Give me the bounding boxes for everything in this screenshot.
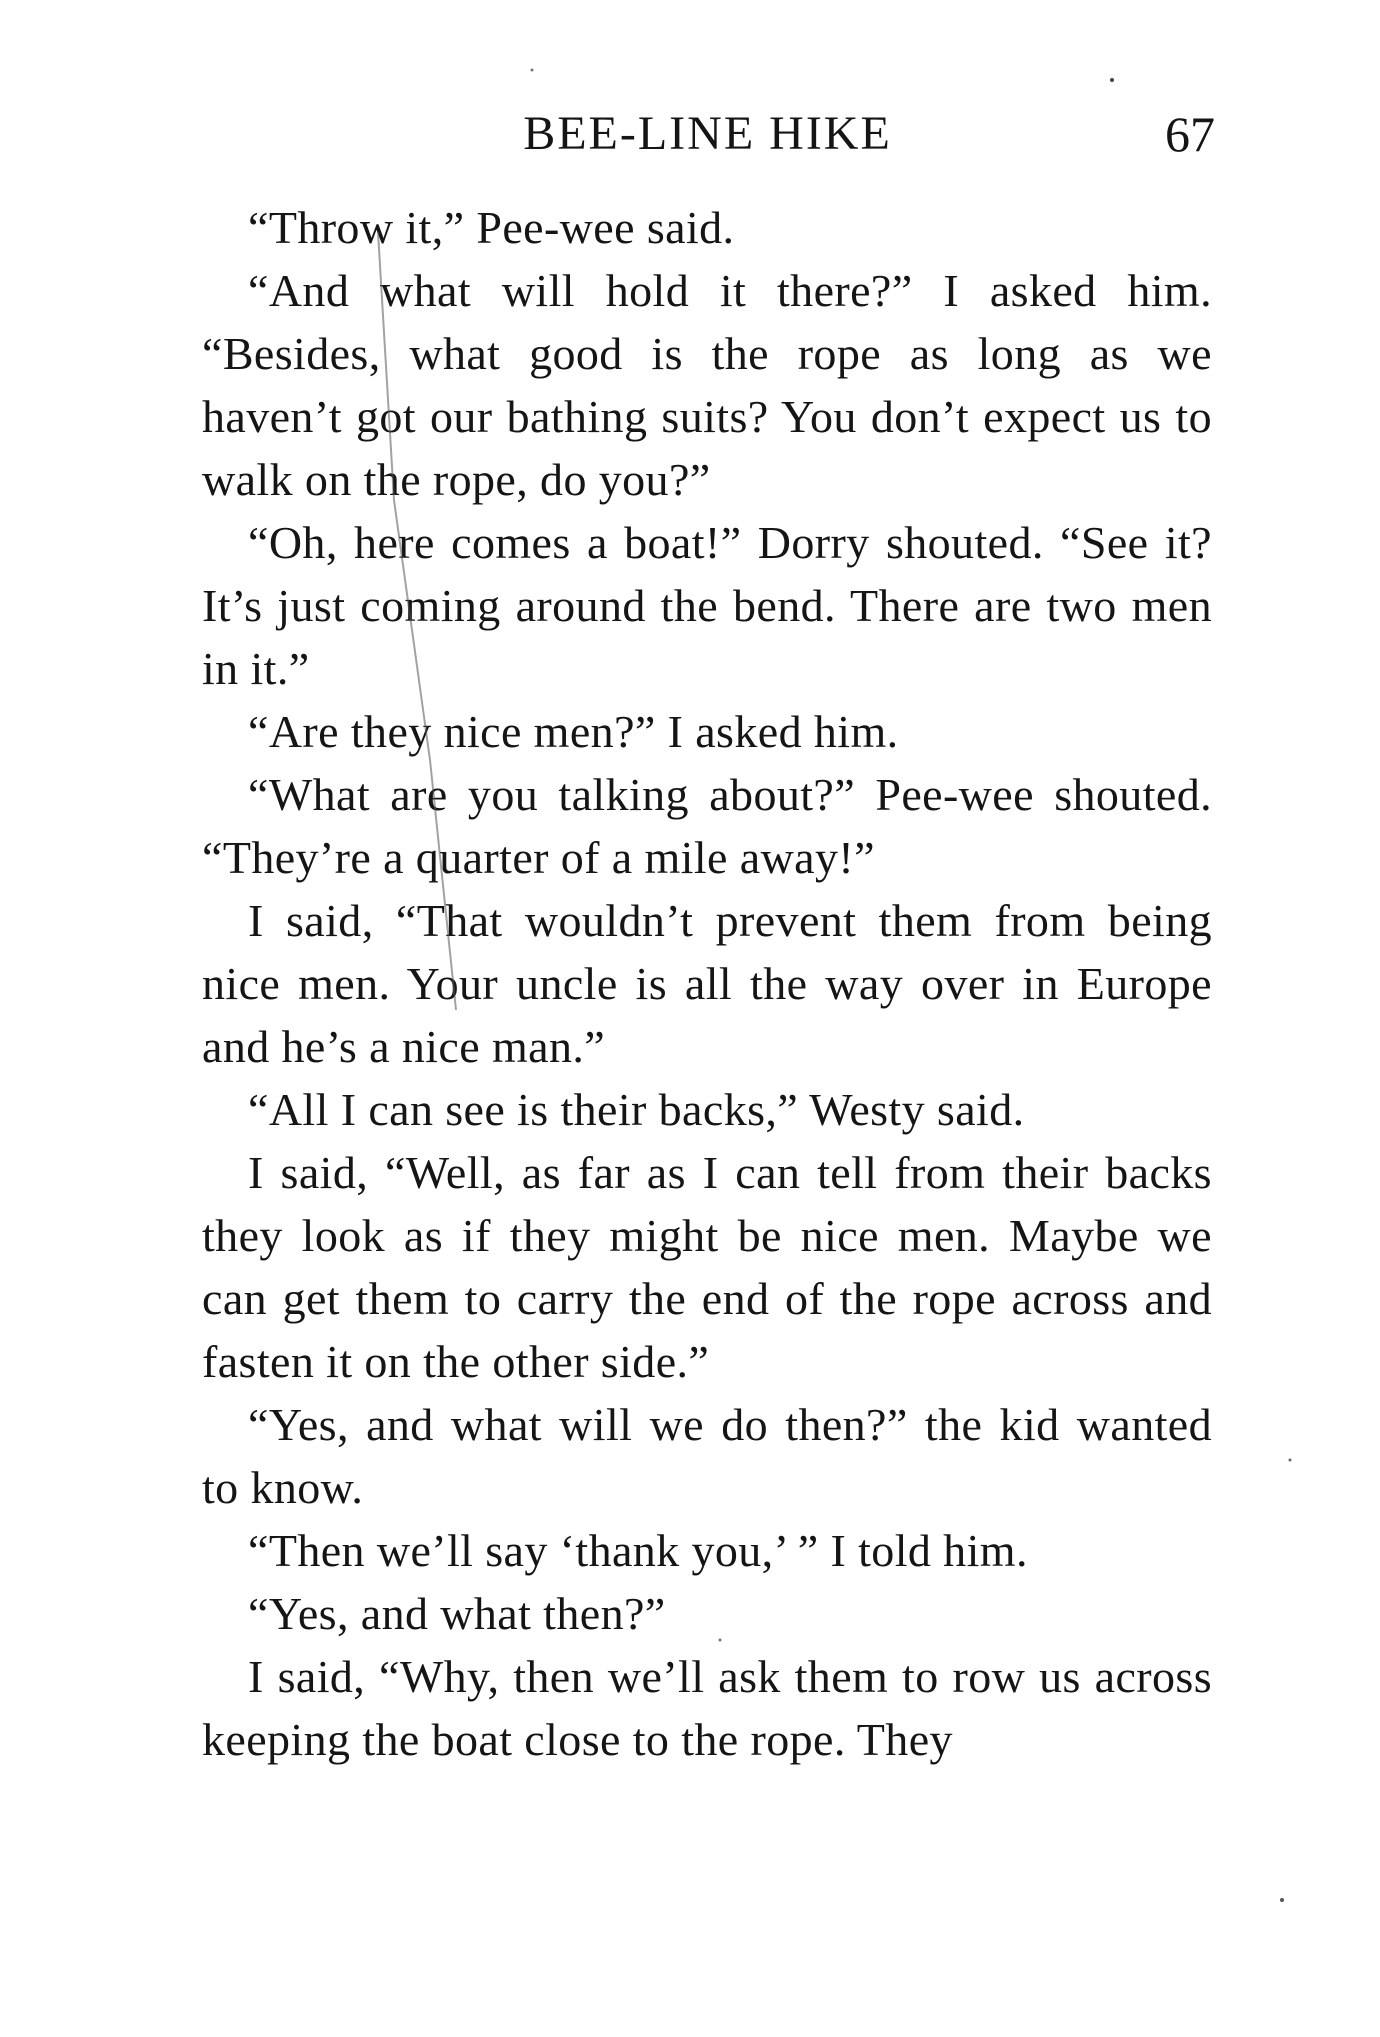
- paragraph-3: “Oh, here comes a boat!” Dorry shouted. “See it? It’s just coming around the bend. There are two men in it.”: [202, 517, 1212, 694]
- paragraph-10: “Then we’ll say ‘thank you,’ ” I told him.: [248, 1525, 1028, 1576]
- paragraph-6: I said, “That wouldn’t prevent them from being nice men. Your uncle is all the way over in Europe and he’s a nice man.”: [202, 895, 1212, 1072]
- paragraph-4: “Are they nice men?” I asked him.: [248, 706, 899, 757]
- dust-speck: [531, 69, 534, 72]
- paragraph-5: “What are you talking about?” Pee-wee shouted. “They’re a quarter of a mile away!”: [202, 769, 1212, 883]
- running-head: [200, 104, 1215, 164]
- paragraph-1: “Throw it,” Pee-wee said.: [248, 202, 735, 253]
- paragraph-8: I said, “Well, as far as I can tell from their backs they look as if they might be nice men. Maybe we can get them to carry the end of the rope across and fasten it on the other side.”: [202, 1147, 1212, 1387]
- body-text: [202, 196, 1212, 1771]
- paragraph-9: “Yes, and what will we do then?” the kid wanted to know.: [202, 1399, 1212, 1513]
- page-number: 67: [1165, 106, 1215, 162]
- dust-speck: [1280, 1898, 1284, 1902]
- paragraph-12: I said, “Why, then we’ll ask them to row us across keeping the boat close to the rope. They: [202, 1651, 1212, 1765]
- paragraph-2: “And what will hold it there?” I asked him. “Besides, what good is the rope as long as we haven’t got our bathing suits? You don’t expect us to walk on the rope, do you?”: [202, 265, 1212, 505]
- dust-speck: [1289, 1459, 1292, 1462]
- paragraph-7: “All I can see is their backs,” Westy said.: [248, 1084, 1025, 1135]
- running-title: BEE-LINE HIKE: [523, 107, 892, 160]
- dust-speck: [1110, 78, 1114, 82]
- paragraph-11: “Yes, and what then?”: [248, 1588, 666, 1639]
